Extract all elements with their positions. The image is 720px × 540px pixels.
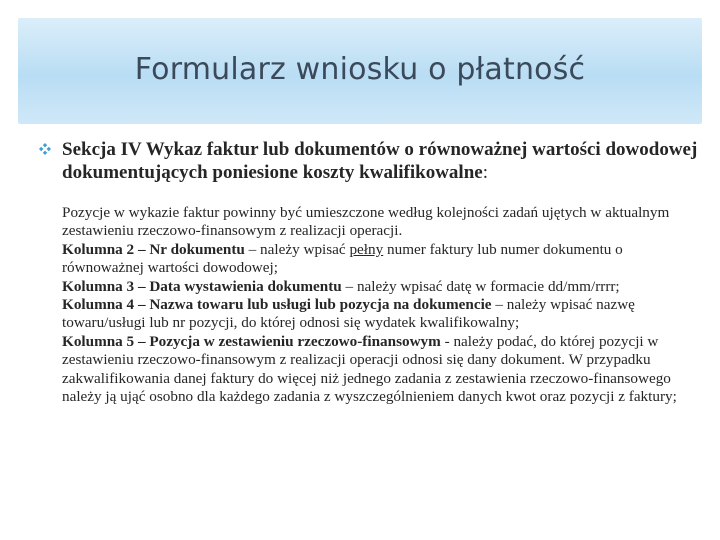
- column-4-label: Kolumna 4 – Nazwa towaru lub usługi lub pozycja na dokumencie: [62, 296, 492, 314]
- section-heading-tail: :: [482, 162, 488, 183]
- column-2-underlined: pełny: [349, 240, 384, 258]
- column-4-paragraph: [62, 296, 704, 333]
- column-3-text: – należy wpisać datę w formacie dd/mm/rrrr;: [341, 277, 620, 295]
- section-heading-text: Sekcja IV Wykaz faktur lub dokumentów o równoważnej wartości dowodowej dokumentujących poniesione koszty kwalifikowalne: [62, 139, 698, 183]
- slide-body: [62, 204, 704, 406]
- diamond-bullet-icon: [38, 142, 52, 156]
- column-4-text: – należy wpisać nazwę towaru/usługi lub nr pozycji, do której odnosi się wydatek kwalifikowalny;: [62, 296, 635, 332]
- section-heading: [38, 138, 698, 184]
- column-5-label: Kolumna 5 – Pozycja w zestawieniu rzeczowo-finansowym: [62, 332, 441, 350]
- column-2-text-before: – należy wpisać: [244, 240, 350, 258]
- column-5-paragraph: [62, 333, 704, 407]
- column-2-label: Kolumna 2 – Nr dokumentu: [62, 240, 245, 258]
- column-3-paragraph: [62, 278, 704, 296]
- intro-paragraph: Pozycje w wykazie faktur powinny być umieszczone według kolejności zadań ujętych w aktualnym zestawieniu rzeczowo-finansowym z realizacji operacji.: [62, 204, 670, 240]
- column-5-text: - należy podać, do której pozycji w zestawieniu rzeczowo-finansowym z realizacji operacji odnosi się dany dokument. W przypadku zakwalifikowania danej faktury do więcej niż jednego zadania z zestawienia rzeczowo-finansowego należy ją ująć osobno dla każdego zadania z wyszczególnieniem danych kwot oraz pozycji z faktury;: [62, 332, 677, 406]
- column-3-label: Kolumna 3 – Data wystawienia dokumentu: [62, 277, 342, 295]
- slide-title: Formularz wniosku o płatność: [134, 52, 586, 87]
- column-2-paragraph: [62, 241, 704, 278]
- column-2-text-after: numer faktury lub numer dokumentu o równoważnej wartości dowodowej;: [62, 240, 623, 277]
